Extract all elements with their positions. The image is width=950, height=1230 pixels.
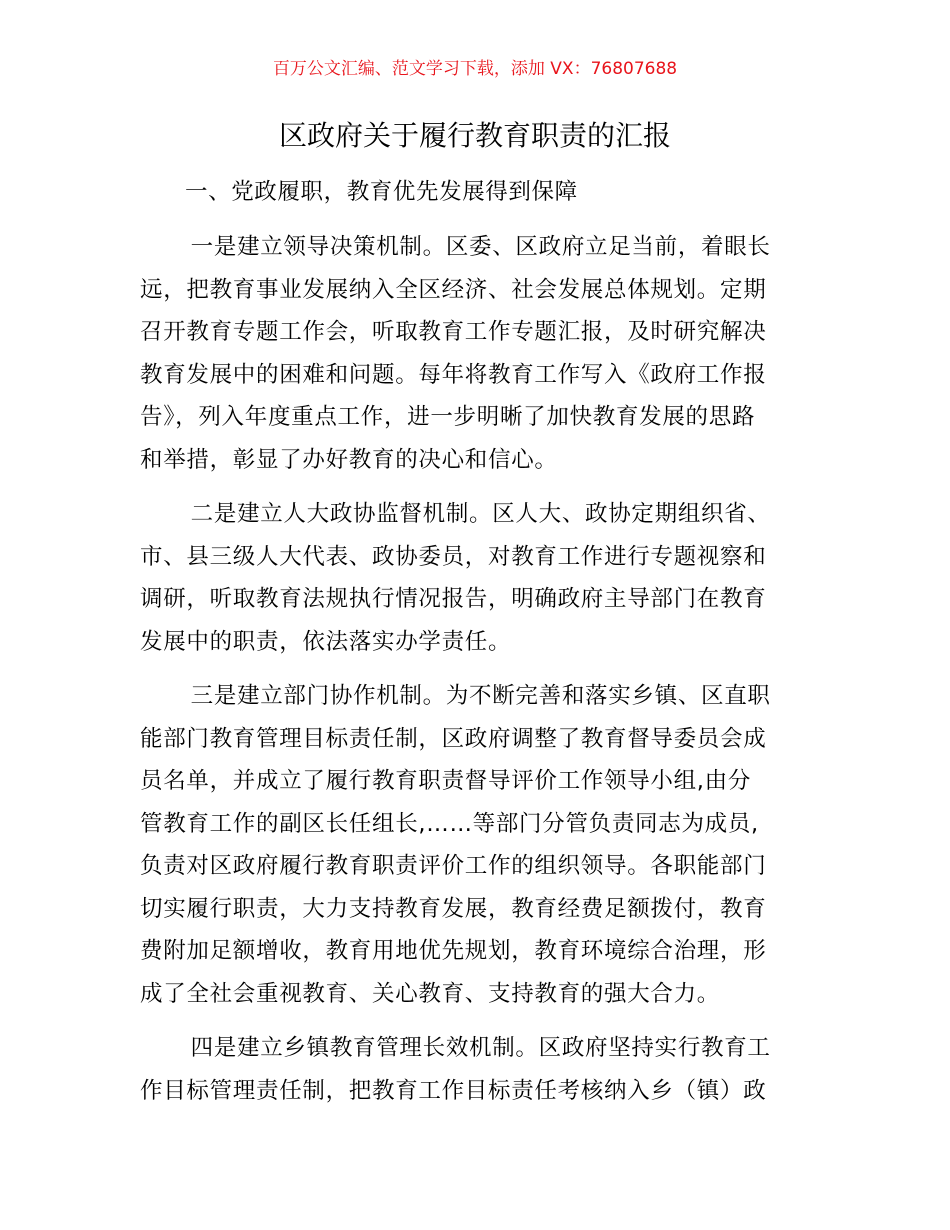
text-line: 负责对区政府履行教育职责评价工作的组织领导。各职能部门	[140, 853, 767, 879]
paragraph-1	[140, 226, 813, 481]
text-line: 四是建立乡镇教育管理长效机制。区政府坚持实行教育工	[190, 1035, 771, 1061]
paragraph-2	[140, 493, 813, 663]
text-line: 员名单，并成立了履行教育职责督导评价工作领导小组,由分	[140, 768, 752, 794]
text-line: 三是建立部门协作机制。为不断完善和落实乡镇、区直职	[190, 683, 771, 709]
text-line: 费附加足额增收，教育用地优先规划，教育环境综合治理，形	[140, 938, 767, 964]
text-line: 召开教育专题工作会，听取教育工作专题汇报，及时研究解决	[140, 319, 767, 345]
document-title: 区政府关于履行教育职责的汇报	[278, 119, 671, 152]
paragraph-4	[140, 1027, 813, 1112]
promo-banner: 百万公文汇编、范文学习下载，添加 VX：76807688	[272, 59, 678, 79]
text-line: 发展中的职责，依法落实办学责任。	[140, 628, 512, 655]
text-line: 告》，列入年度重点工作，进一步明晰了加快教育发展的思路	[140, 404, 756, 430]
text-line: 和举措，彰显了办好教育的决心和信心。	[140, 446, 558, 473]
text-line: 作目标管理责任制，把教育工作目标责任考核纳入乡（镇）政	[140, 1077, 767, 1104]
text-line: 一是建立领导决策机制。区委、区政府立足当前，着眼长	[190, 234, 771, 260]
text-line: 二是建立人大政协监督机制。区人大、政协定期组织省、	[190, 501, 771, 527]
text-line: 远，把教育事业发展纳入全区经济、社会发展总体规划。定期	[140, 276, 767, 303]
text-line: 能部门教育管理目标责任制，区政府调整了教育督导委员会成	[140, 725, 767, 752]
text-line: 市、县三级人大代表、政协委员，对教育工作进行专题视察和	[140, 543, 767, 570]
section-heading: 一、党政履职，教育优先发展得到保障	[185, 179, 578, 205]
document-body	[140, 170, 813, 1112]
text-line: 切实履行职责，大力支持教育发展，教育经费足额拨付，教育	[140, 895, 767, 922]
text-line: 教育发展中的困难和问题。每年将教育工作写入《政府工作报	[140, 361, 767, 388]
text-line: 调研，听取教育法规执行情况报告，明确政府主导部门在教育	[140, 586, 767, 612]
paragraph-3	[140, 675, 813, 1015]
text-line: 管教育工作的副区长任组长,……等部门分管负责同志为成员,	[140, 810, 759, 837]
text-line: 成了全社会重视教育、关心教育、支持教育的强大合力。	[140, 980, 721, 1007]
